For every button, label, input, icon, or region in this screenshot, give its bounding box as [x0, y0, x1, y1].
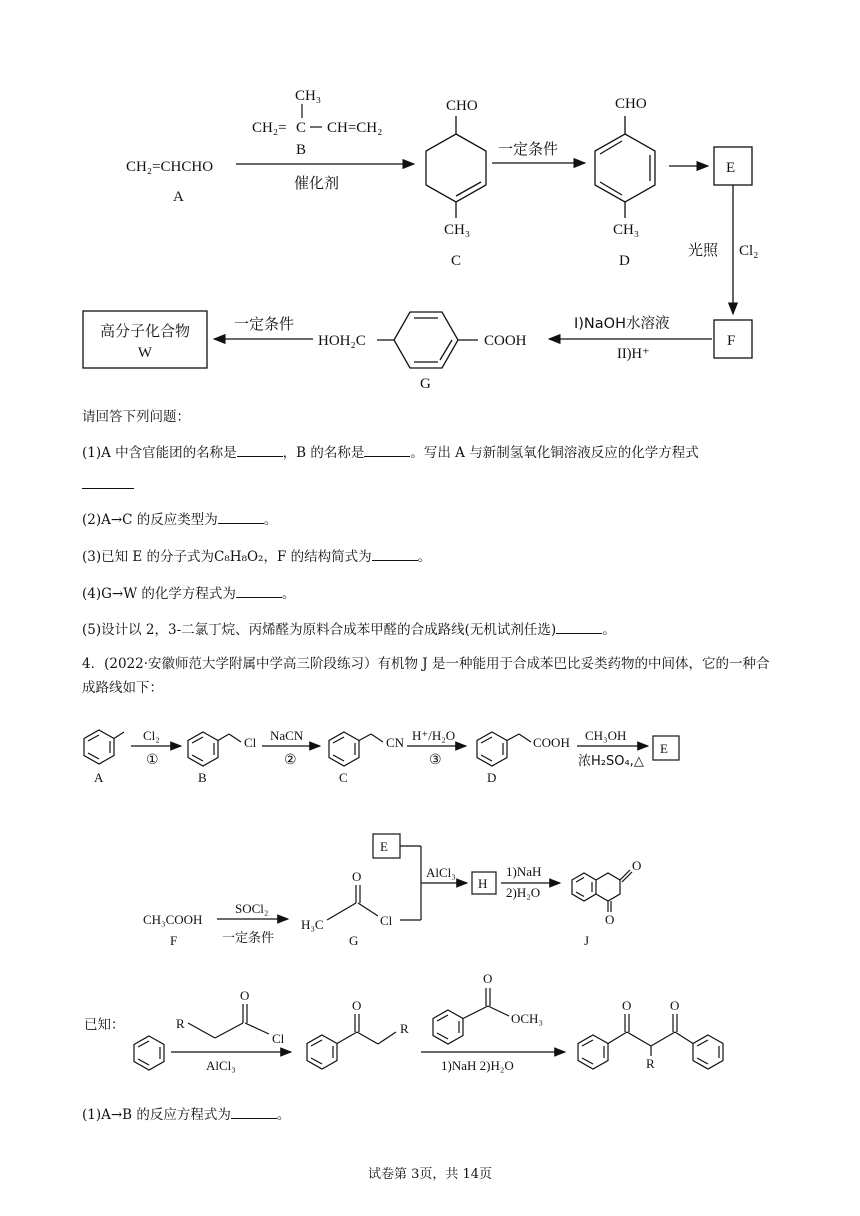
known-r2: R — [400, 1021, 409, 1036]
scheme2-step3-num: ③ — [429, 753, 442, 768]
scheme2-step2-reagent: NaCN — [270, 728, 304, 743]
scheme3-reagent-h-to-j-1: 1)NaH — [506, 864, 542, 879]
question-3-text-a: (3)已知 E 的分子式为C₈H₈O₂，F 的结构简式为 — [82, 549, 372, 565]
answer-blank — [364, 442, 410, 457]
known-ketone — [307, 1014, 396, 1069]
compound-g-left: HOH₂C — [318, 333, 366, 349]
scheme2-d-cooh: COOH — [533, 735, 570, 750]
condition-g-to-w: 一定条件 — [234, 315, 295, 333]
compound-b-formula-right: CH=CH₂ — [327, 120, 383, 136]
scheme3-g-label: G — [349, 933, 359, 948]
known-o1: O — [240, 988, 250, 1003]
compound-c-cho: CHO — [446, 98, 478, 114]
box-e-label: E — [726, 160, 736, 176]
question-3-text-b: 。 — [417, 549, 432, 565]
question-4-text-a: (4)G→W 的化学方程式为 — [82, 586, 236, 602]
question-1 — [82, 442, 699, 462]
compound-g-right: COOH — [484, 333, 527, 349]
scheme3-g-bonds — [327, 885, 378, 920]
question-3 — [82, 546, 431, 566]
scheme3-box-e-label: E — [380, 839, 388, 854]
question-2-text-b: 。 — [263, 512, 278, 528]
scheme3-g-cl: Cl — [380, 913, 393, 928]
scheme2-c-label: C — [339, 770, 348, 785]
condition-e-to-f-cl2: Cl₂ — [739, 243, 759, 259]
question-5-text-a: (5)设计以 2，3-二氯丁烷、丙烯醛为原料合成苯甲醛的合成路线(无机试剂任选) — [82, 622, 557, 638]
scheme2-step2-num: ② — [284, 753, 297, 768]
compound-b-methyl: CH₃ — [295, 88, 322, 104]
problem-4-question-1 — [82, 1104, 290, 1124]
scheme3-g-h3c: H₃C — [301, 917, 324, 932]
scheme2-b-ring — [188, 732, 241, 766]
known-cl: Cl — [272, 1031, 285, 1046]
known-r1: R — [176, 1016, 185, 1031]
problem-4-question-1-text-b: 。 — [276, 1107, 291, 1123]
scheme2-step1-reagent: Cl₂ — [143, 728, 160, 743]
scheme-1 — [0, 0, 860, 400]
scheme2-d-label: D — [487, 770, 497, 785]
answer-blank — [372, 546, 418, 561]
answer-blank — [218, 509, 264, 524]
compound-a-label: A — [173, 189, 184, 205]
answer-blank — [236, 583, 282, 598]
question-5-text-b: 。 — [602, 622, 616, 638]
known-o2: O — [352, 998, 362, 1013]
scheme-3 — [0, 828, 860, 958]
condition-f-to-g-2: II)H⁺ — [617, 346, 650, 362]
scheme3-reagent-socl2: SOCl₂ — [235, 901, 269, 916]
compound-g-label: G — [420, 376, 431, 392]
compound-c-ring — [426, 116, 486, 218]
compound-a-formula: CH₂=CHCHO — [126, 159, 214, 175]
scheme3-f-formula: CH₃COOH — [143, 912, 203, 927]
compound-d-ring — [595, 116, 655, 218]
compound-d-cho: CHO — [615, 96, 647, 112]
scheme2-b-label: B — [198, 770, 207, 785]
known-scheme — [0, 968, 860, 1088]
scheme3-j-o2: O — [605, 912, 615, 927]
scheme3-j-label: J — [584, 933, 590, 948]
known-ester-och3: OCH₃ — [511, 1011, 543, 1026]
scheme2-c-ring — [329, 732, 383, 766]
scheme-2 — [0, 718, 860, 818]
scheme2-c-cn: CN — [386, 735, 405, 750]
compound-g-ring — [377, 312, 478, 368]
answer-blank — [231, 1104, 277, 1119]
compound-d-ch3: CH₃ — [613, 222, 640, 238]
scheme2-step3-reagent: H⁺/H₂O — [412, 728, 456, 743]
condition-f-to-g-1: I)NaOH水溶液 — [574, 316, 670, 332]
question-1-text-a: (1)A 中含官能团的名称是 — [82, 445, 237, 461]
scheme3-f-label: F — [170, 933, 178, 948]
known-ester — [433, 988, 509, 1044]
problem-4-question-1-text-a: (1)A→B 的反应方程式为 — [82, 1107, 231, 1123]
questions-intro: 请回答下列问题： — [82, 409, 190, 425]
question-2 — [82, 509, 277, 529]
compound-b-formula-left: CH₂= — [252, 120, 287, 136]
scheme2-step4-reagent1: CH₃OH — [585, 728, 627, 743]
scheme2-b-cl: Cl — [244, 735, 257, 750]
scheme3-j-rings — [572, 870, 632, 912]
scheme2-a-label: A — [94, 770, 104, 785]
scheme2-d-ring — [477, 732, 531, 766]
known-prod-r: R — [646, 1056, 655, 1071]
compound-c-ch3: CH₃ — [444, 222, 471, 238]
known-ester-o: O — [483, 971, 493, 986]
scheme3-j-o1: O — [632, 858, 642, 873]
known-acyl-bonds — [188, 1004, 269, 1038]
answer-blank — [82, 474, 134, 489]
scheme2-step1-num: ① — [146, 753, 159, 768]
scheme3-reagent-h-to-j-2: 2)H₂O — [506, 885, 541, 900]
scheme3-box-h-label: H — [478, 876, 488, 891]
scheme3-bracket — [400, 846, 421, 920]
question-1-answer-line — [82, 474, 134, 494]
question-4-text-b: 。 — [281, 586, 296, 602]
question-1-text-c: 。写出 A 与新制氢氧化铜溶液反应的化学方程式 — [410, 445, 699, 461]
known-label: 已知： — [84, 1017, 125, 1033]
scheme3-g-o: O — [352, 869, 362, 884]
problem-4-header: 4．(2022·安徽师范大学附属中学高三阶段练习）有机物 J 是一种能用于合成苯巴比妥类药物的中间体，它的一种合成路线如下： — [82, 656, 770, 696]
scheme2-a-ring — [84, 730, 124, 764]
question-2-text-a: (2)A→C 的反应类型为 — [82, 512, 218, 528]
answer-blank — [556, 619, 602, 634]
box-f-label: F — [727, 333, 736, 349]
answer-blank — [237, 442, 283, 457]
page-footer: 试卷第 3页，共 14页 — [367, 1167, 493, 1182]
known-alcl3: AlCl₃ — [206, 1058, 236, 1073]
scheme2-box-e-label: E — [660, 741, 668, 756]
compound-b-label: B — [296, 142, 307, 158]
question-5 — [82, 619, 616, 639]
question-1-text-b: ，B 的名称是 — [282, 445, 365, 461]
scheme3-cond-f-to-g: 一定条件 — [222, 931, 275, 946]
condition-c-to-d: 一定条件 — [498, 140, 559, 158]
question-4 — [82, 583, 295, 603]
compound-b-formula-c: C — [296, 120, 307, 136]
catalyst-label: 催化剂 — [294, 174, 340, 192]
compound-d-label: D — [619, 253, 630, 269]
box-w-line2: W — [137, 345, 153, 361]
scheme3-alcl3: AlCl₃ — [426, 865, 456, 880]
known-prod-o2: O — [670, 998, 680, 1013]
box-w-line1: 高分子化合物 — [99, 322, 191, 340]
known-benzene — [134, 1036, 164, 1070]
known-reagents: 1)NaH 2)H₂O — [441, 1058, 514, 1073]
condition-e-to-f-light: 光照 — [688, 241, 719, 259]
compound-c-label: C — [451, 253, 462, 269]
known-prod-o1: O — [622, 998, 632, 1013]
scheme2-step4-reagent2: 浓H₂SO₄,△ — [578, 754, 644, 769]
